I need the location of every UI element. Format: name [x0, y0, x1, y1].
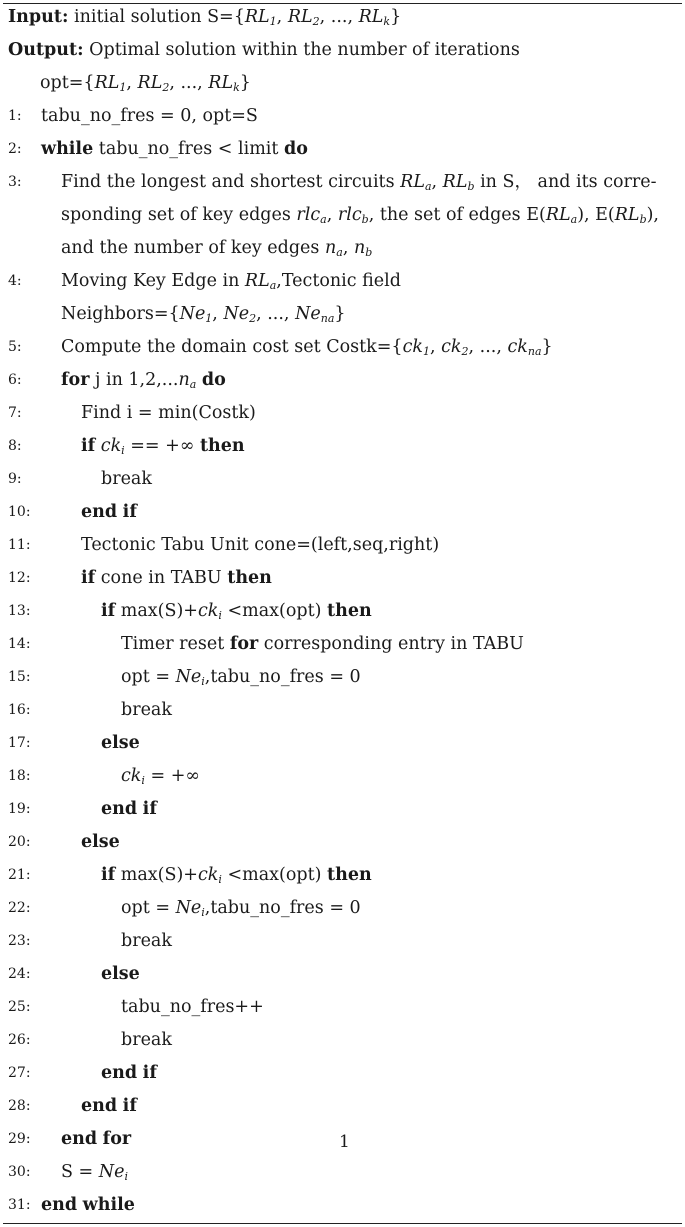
- line-number: 24:: [8, 966, 31, 982]
- line-number: 16:: [8, 702, 31, 718]
- line-code: sponding set of key edges rlc$_a$, rlc$_b$, the set of edges $E(RL_a)$, $E(RL_b)$,: [61, 205, 659, 226]
- line-code: end if: [101, 799, 157, 819]
- line-code: if cone in TABU then: [81, 568, 272, 588]
- line-number: 15:: [8, 669, 31, 685]
- input-text: initial solution $S=\{RL_1$, $RL_2$, ..., $RL_k$}: [74, 7, 402, 28]
- line-code: else: [101, 733, 140, 753]
- output-label: Output:: [8, 40, 84, 60]
- line-number: 3:: [8, 174, 22, 190]
- line-code: Find i = min(Costk): [81, 403, 256, 423]
- line-code: else: [101, 964, 140, 984]
- line-code: end for: [61, 1129, 132, 1149]
- line-code: and the number of key edges $n_a$, $n_b$: [61, 238, 373, 259]
- line-number: 2:: [8, 141, 22, 157]
- line-code: while tabu_no_fres < limit do: [41, 139, 308, 159]
- line-number: 28:: [8, 1098, 31, 1114]
- line-number: 8:: [8, 438, 22, 454]
- line-code: end if: [101, 1063, 157, 1083]
- output-text: Optimal solution within the number of iterations: [89, 40, 520, 60]
- line-code: end while: [41, 1195, 135, 1215]
- line-code: break: [121, 931, 172, 951]
- line-code: end if: [81, 502, 137, 522]
- line-number: 10:: [8, 504, 31, 520]
- line-code: opt = $Ne_i,tabu\_no\_fres = 0$: [121, 667, 361, 688]
- line-code: tabu_no_fres = 0, opt=S: [41, 106, 258, 126]
- line-code: opt = $Ne_i,tabu\_no\_fres = 0$: [121, 898, 361, 919]
- output-cont-text: $opt=\{RL_1$, $RL_2$, ..., $RL_k$}: [40, 73, 251, 94]
- line-number: 30:: [8, 1164, 31, 1180]
- line-number: 21:: [8, 867, 31, 883]
- output-line: [8, 39, 685, 61]
- line-code: for j in $1,2,...n_a$ do: [61, 370, 226, 391]
- line-code: break: [101, 469, 152, 489]
- line-code: Find the longest and shortest circuits $RL_a$, $RL_b$ in S， and its corre-: [61, 172, 657, 193]
- line-number: 29:: [8, 1131, 31, 1147]
- bottom-rule: [3, 1223, 682, 1224]
- line-code: tabu_no_fres++: [121, 997, 264, 1017]
- line-code: end if: [81, 1096, 137, 1116]
- line-number: 1:: [8, 108, 22, 124]
- line-code: if $ck_i$ == +∞ then: [81, 436, 245, 457]
- line-code: if $\max(S)+ck_i <\max(opt)$ then: [101, 865, 372, 886]
- page-number: 1: [339, 1132, 350, 1152]
- line-number: 7:: [8, 405, 22, 421]
- line-number: 13:: [8, 603, 31, 619]
- line-code: $ck_i$ = +∞: [121, 766, 200, 787]
- line-number: 17:: [8, 735, 31, 751]
- line-number: 26:: [8, 1032, 31, 1048]
- line-number: 6:: [8, 372, 22, 388]
- line-code: else: [81, 832, 120, 852]
- line-number: 5:: [8, 339, 22, 355]
- line-number: 25:: [8, 999, 31, 1015]
- line-code: $Neighbors=\{Ne_1$, $Ne_2$, ..., $Ne_{na}$}: [61, 304, 346, 325]
- line-number: 11:: [8, 537, 31, 553]
- line-number: 12:: [8, 570, 31, 586]
- input-line: [8, 6, 685, 33]
- line-number: 18:: [8, 768, 31, 784]
- line-number: 23:: [8, 933, 31, 949]
- line-number: 9:: [8, 471, 22, 487]
- output-continuation: [40, 72, 685, 99]
- line-number: 31:: [8, 1197, 31, 1213]
- line-code: Timer reset for corresponding entry in TABU: [121, 634, 524, 654]
- line-code: break: [121, 700, 172, 720]
- top-rule: [3, 3, 682, 4]
- line-number: 14:: [8, 636, 31, 652]
- line-code: $S = Ne_i$: [61, 1162, 128, 1183]
- line-code: if $\max(S)+ck_i <\max(opt)$ then: [101, 601, 372, 622]
- line-code: Tectonic Tabu Unit cone=(left,seq,right): [81, 535, 440, 555]
- input-label: Input:: [8, 7, 69, 27]
- line-number: 22:: [8, 900, 31, 916]
- line-code: Moving Key Edge in $RL_a,Tectonic$ field: [61, 271, 401, 292]
- line-code: Compute the domain cost set $Costk=\{ck_1$, $ck_2$, ..., $ck_{na}$}: [61, 337, 553, 358]
- line-number: 4:: [8, 273, 22, 289]
- line-number: 20:: [8, 834, 31, 850]
- line-code: break: [121, 1030, 172, 1050]
- line-number: 19:: [8, 801, 31, 817]
- line-number: 27:: [8, 1065, 31, 1081]
